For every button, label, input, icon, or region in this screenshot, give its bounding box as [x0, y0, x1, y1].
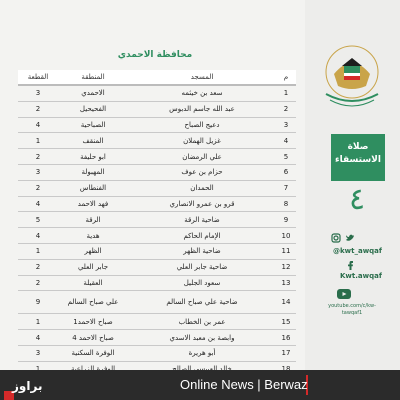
cell-mosque: عبد الله جاسم الدبوس	[128, 101, 276, 117]
cell-mosque: غزيل الهملان	[128, 133, 276, 149]
cell-region: ابو حليفة	[58, 149, 128, 165]
cell-region: الفنطاس	[58, 180, 128, 196]
youtube-channel[interactable]	[322, 303, 382, 317]
cell-num: 15	[276, 314, 296, 330]
table-header-row	[18, 70, 296, 85]
cell-district: 2	[18, 180, 58, 196]
table-row	[18, 275, 296, 291]
cell-num: 11	[276, 243, 296, 259]
cell-region: فهد الاحمد	[58, 196, 128, 212]
cell-region: الوفرة السكنية	[58, 345, 128, 361]
cell-mosque: الحمدان	[128, 180, 276, 196]
cell-mosque: سعود الجليل	[128, 275, 276, 291]
table-row	[18, 180, 296, 196]
header-mosque: المسجد	[128, 70, 276, 85]
table-row	[18, 345, 296, 361]
cell-num: 17	[276, 345, 296, 361]
cell-district: 2	[18, 259, 58, 275]
cell-district: 2	[18, 275, 58, 291]
table-row	[18, 228, 296, 244]
cell-district: 3	[18, 345, 58, 361]
table-row	[18, 149, 296, 165]
youtube-line-1: youtube.com/c/kw-	[328, 303, 376, 309]
cell-region: الرقة	[58, 212, 128, 228]
cell-district: 3	[18, 164, 58, 180]
cell-region: الصباحية	[58, 117, 128, 133]
cell-region: صباح الاحمد1	[58, 314, 128, 330]
twitter-icon[interactable]	[345, 233, 355, 243]
cell-district: 1	[18, 314, 58, 330]
cell-region: المهبولة	[58, 164, 128, 180]
cell-district: 4	[18, 330, 58, 346]
table-row	[18, 133, 296, 149]
footer-text: Online News | Berwaz	[180, 377, 308, 392]
table-row	[18, 259, 296, 275]
mosques-table	[18, 70, 296, 378]
logo-text: براوز	[12, 379, 43, 393]
cell-district: 4	[18, 117, 58, 133]
instagram-icon[interactable]	[331, 233, 341, 243]
cell-mosque: علي الرمضان	[128, 149, 276, 165]
table-row	[18, 330, 296, 346]
cell-num: 1	[276, 85, 296, 101]
cell-num: 10	[276, 228, 296, 244]
cell-region: صباح الاحمد 4	[58, 330, 128, 346]
cell-mosque: ضاحية جابر العلي	[128, 259, 276, 275]
header-district: القطعة	[18, 70, 58, 85]
cell-district: 5	[18, 212, 58, 228]
cell-num: 7	[276, 180, 296, 196]
cell-num: 9	[276, 212, 296, 228]
cell-num: 14	[276, 291, 296, 314]
table-row	[18, 196, 296, 212]
prayer-number: ٤	[348, 182, 366, 217]
cell-mosque: دعيج الصباح	[128, 117, 276, 133]
cell-num: 4	[276, 133, 296, 149]
cell-region: هدية	[58, 228, 128, 244]
cell-mosque: ضاحية علي صباح السالم	[128, 291, 276, 314]
facebook-name[interactable]: Kwt.awqaf	[340, 272, 382, 280]
table-row	[18, 85, 296, 101]
cell-mosque: ضاحية الظهر	[128, 243, 276, 259]
cell-mosque: قرو بن عمرو الانصاري	[128, 196, 276, 212]
cell-district: 9	[18, 291, 58, 314]
cell-mosque: حزام بن عوف	[128, 164, 276, 180]
page-title: محافظة الاحمدي	[117, 50, 193, 60]
table-row	[18, 117, 296, 133]
cell-mosque: عمر بن الخطاب	[128, 314, 276, 330]
berwaz-logo	[2, 373, 46, 397]
cell-num: 12	[276, 259, 296, 275]
facebook-icon[interactable]	[345, 260, 355, 270]
cell-num: 16	[276, 330, 296, 346]
cell-mosque: أبو هريرة	[128, 345, 276, 361]
ministry-emblem-icon	[312, 42, 392, 112]
cell-region: المنقف	[58, 133, 128, 149]
header-num: م	[276, 70, 296, 85]
youtube-line-2: tawqaf1	[341, 310, 363, 316]
table-row	[18, 164, 296, 180]
cell-district: 4	[18, 196, 58, 212]
cell-num: 3	[276, 117, 296, 133]
table-row	[18, 314, 296, 330]
cell-region: العقيلة	[58, 275, 128, 291]
cell-mosque: سعد بن خيثمه	[128, 85, 276, 101]
footer-bar	[0, 370, 400, 400]
cell-mosque: الإمام الحاكم	[128, 228, 276, 244]
cell-district: 1	[18, 243, 58, 259]
youtube-icon[interactable]	[337, 289, 351, 299]
cell-district: 2	[18, 149, 58, 165]
header-region: المنطقة	[58, 70, 128, 85]
cell-region: علي صباح السالم	[58, 291, 128, 314]
cell-region: الفحيحيل	[58, 101, 128, 117]
social-handle[interactable]: @kwt_awqaf	[333, 247, 382, 255]
cell-district: 3	[18, 85, 58, 101]
cell-num: 6	[276, 164, 296, 180]
cell-region: الاحمدي	[58, 85, 128, 101]
cell-region: الظهر	[58, 243, 128, 259]
cell-num: 2	[276, 101, 296, 117]
cell-district: 1	[18, 133, 58, 149]
table-row	[18, 212, 296, 228]
cell-num: 13	[276, 275, 296, 291]
prayer-card-line2: الاستسقاء	[335, 155, 381, 165]
cell-num: 5	[276, 149, 296, 165]
cell-num: 8	[276, 196, 296, 212]
prayer-card-line1: صلاة	[347, 142, 369, 152]
table-row	[18, 291, 296, 314]
cell-mosque: ضاحية الرقة	[128, 212, 276, 228]
cell-district: 4	[18, 228, 58, 244]
cell-region: جابر العلي	[58, 259, 128, 275]
table-row	[18, 243, 296, 259]
cell-mosque: وابصة بن معبد الاسدي	[128, 330, 276, 346]
prayer-card	[331, 134, 385, 181]
table-row	[18, 101, 296, 117]
cell-district: 2	[18, 101, 58, 117]
